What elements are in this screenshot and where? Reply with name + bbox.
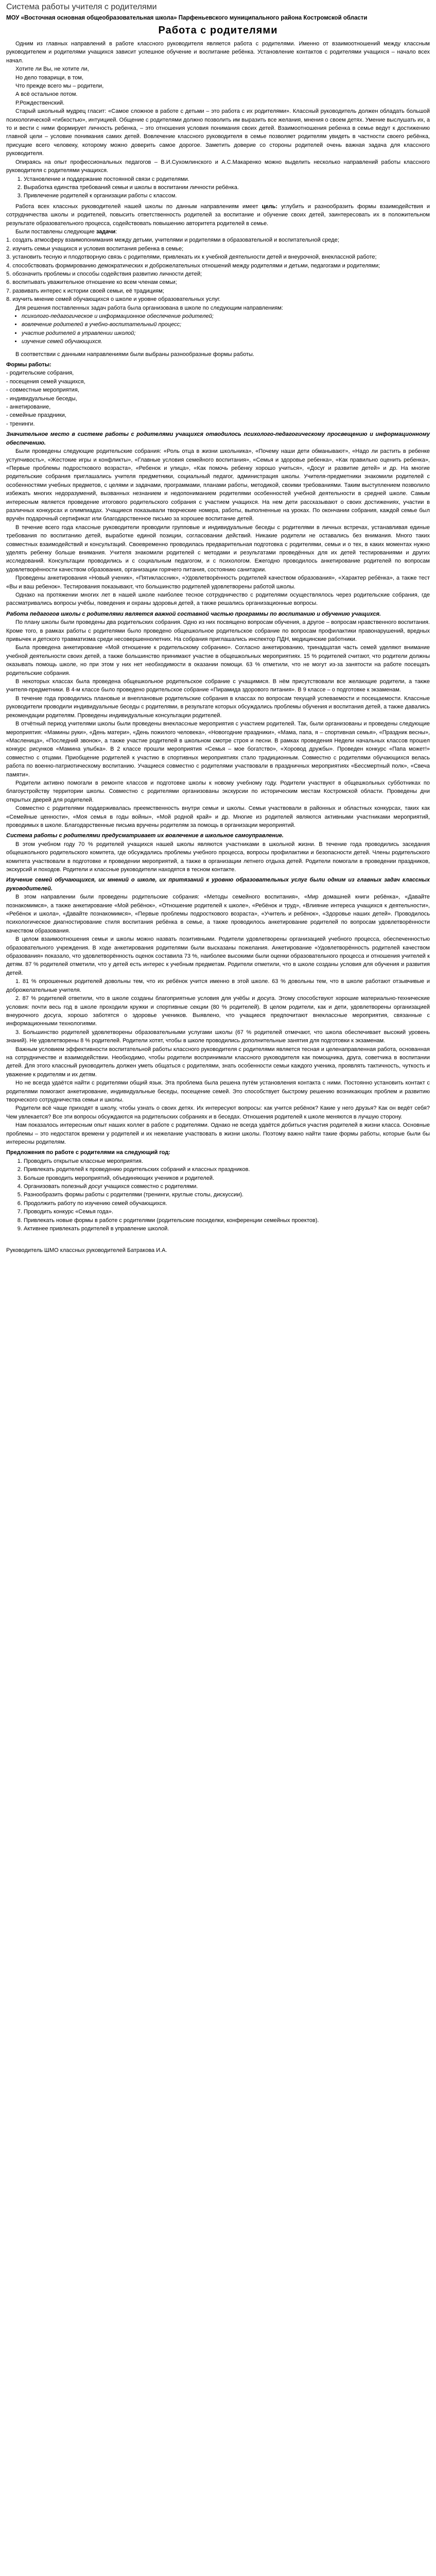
paragraph: 1. создать атмосферу взаимопонимания между детьми, учителями и родителями в образовательной и воспитательной среде; (6, 237, 339, 244)
forms-list (6, 369, 430, 428)
directions-intro: Для решения поставленных задач работа была организована в школе по следующим направлениям: (15, 304, 283, 311)
school-name: МОУ «Восточная основная общеобразовательная школа» Парфеньевского муниципального района Костромской области (6, 15, 368, 21)
purpose-paragraph: Работа всех классных руководителей нашей школы по данным направлениям имеет цель: углубить и разнообразить формы взаимодействия и сотрудничества школы и родителей, повысить ответственность родителей за воспитание и обучение своих детей, заинтересовать их в положительном результате образовательного процесса, содействовать повышению авторитета родителей в семье. (6, 203, 430, 227)
paragraph: Нам показалось интересным опыт наших коллег в работе с родителями. Однако не всегда удаётся добиться участия родителей в жизни класса. Основные проблемы – это недостаток времени у родителей и их нежелание участвовать в жизни школы. Поэтому важно найти такие формы работы, которые были бы интересны родителям. (6, 1122, 430, 1145)
work-direction-item: • вовлечение родителей в учебно-воспитательный процесс; (22, 320, 430, 329)
paragraph: Опираясь на опыт профессиональных педагогов – В.И.Сухомлинского и А.С.Макаренко можно выделить несколько направлений работы классного руководителя с родителями учащихся. (6, 159, 430, 174)
paragraph: В этом направлении были проведены родительские собрания: «Методы семейного воспитания», «Мир домашней книги ребёнка», «Давайте познакомимся», а также анкетирование «Мой ребёнок», «Отношение родителей к школе», «Ребёнок и труд», «Влияние интереса учащихся к деятельности», «Ребёнок и школа», «Давайте познакомимся», «Первые проблемы подросткового возраста», «Учитель и ребёнок», «Здоровье наших детей». Проводилось психологическое диагностирование стиля воспитания ребёнка в семье, а также проводилось анкетирование родителей по вопросам удовлетворённости качеством образования. (6, 894, 430, 934)
paragraph: Была проведена анкетирование «Мой отношение к родительскому собранию». Согласно анкетированию, тринадцатая часть семей уделяют внимание учебной деятельности своих детей, а также большинство принимают участие в общешкольных мероприятиях. 15 % родителей считают, что родители должны оказывать помощь школе, но при этом у них нет необходимости в оказании помощи. 63 % отметили, что не могут из-за занятости на работе посещать родительские собрания. (6, 645, 430, 676)
proposal-item: 8. Привлекать новые формы в работе с родителями (родительские посиделки, конференции семейных проектов). (24, 1216, 430, 1225)
paragraph: 3. установить тесную и плодотворную связь с родителями, привлекать их к учебной деятельности детей и внеурочной, внеклассной работе; (6, 254, 377, 261)
direction-item: 3. Привлечение родителей к организации работы с классом. (24, 192, 430, 200)
proposal-item: 4. Организовать полезный досуг учащихся совместно с родителями. (24, 1182, 430, 1191)
paragraph: Родители всё чаще приходят в школу, чтобы узнать о своих детях. Их интересуют вопросы: как учится ребёнок? Какие у него друзья? Как он ведёт себя? Чем увлекается? Все эти вопросы обсуждаются на родительских собраниях и в беседах. Отношения родителей к школе меняются в лучшую сторону. (6, 1105, 430, 1120)
proposal-item: 5. Разнообразить формы работы с родителями (тренинги, круглые столы, дискуссии). (24, 1191, 430, 1199)
forms-intro: В соответствии с данными направлениями были выбраны разнообразные формы работы. (15, 351, 254, 358)
work-direction-item: • психолого-педагогическое и информационное обеспечение родителей; (22, 312, 430, 320)
paragraph: - совместные мероприятия, (6, 387, 79, 394)
paragraph: - индивидуальные беседы, (6, 395, 77, 402)
paragraph: 6. воспитывать уважительное отношение ко всем членам семьи; (6, 279, 177, 286)
paragraph: По плану школы были проведены два родительских собрания. Одно из них посвящено вопросам обучения, а другое – вопросам нравственного воспитания. Кроме того, в рамках работы с родителями было проведено общешкольное родительское собрание по вопросам профилактики правонарушений, вредных привычек и детского травматизма среди несовершеннолетних. На собрания приглашались инспектор ПДН, медицинские работники. (6, 619, 430, 643)
paragraph: 4. способствовать формированию демократических и доброжелательных отношений между родителями и детьми, педагогами и родителями; (6, 262, 380, 269)
proposal-item: 1. Проводить открытые классные мероприятия. (24, 1157, 430, 1165)
work-directions-list (6, 312, 430, 346)
paragraph: Совместно с родителями поддерживалась преемственность внутри семьи и школы. Семьи участвовали в районных и областных конкурсах, таких как «Семейные ценности», «Моя семья в годы войны», «Мой родной край» и др. Многие из родителей являются активными участниками мероприятий, проводимых в школе. Благодарственные письма вручены родителям за помощь в организации мероприятий. (6, 805, 430, 828)
paragraph: Хотите ли Вы, не хотите ли, (15, 66, 89, 73)
paragraph: В некоторых классах была проведена общешкольное родительское собрание с учащимися. В нём присутствовали все желающие родители, а также учителя-предметники. В 4-м классе было проведено родительское собрание «Пирамида здорового питания». В 9 классе – о подготовке к экзаменам. (6, 679, 430, 693)
paragraph: Родители активно помогали в ремонте классов и подготовке школы к новому учебному году. Родители участвуют в общешкольных субботниках по благоустройству территории школы. Совместно с родителями организованы экскурсии по историческим местам Костромской области. Проведены дни открытых дверей для родителей. (6, 779, 430, 803)
proposals-list (6, 1157, 430, 1233)
paragraph: 3. Большинство родителей удовлетворены образовательными услугами школы (67 % родителей отмечают, что школа обеспечивает высокий уровень знаний). Не удовлетворены 8 % родителей. Родители хотят, чтобы в школе проводились дополнительные занятия для подготовки к экзаменам. (6, 1029, 430, 1044)
section1-heading: Значительное место в системе работы с родителями учащихся отводилось психолого-педагогическому просвещению и информационному обеспечению. (6, 431, 430, 446)
paragraph: Однако на протяжении многих лет в нашей школе наиболее тесное сотрудничество с родителями осуществлялось через родительские собрания, где рассматривались вопросы учёбы, поведения и охраны здоровья детей, а также решались организационные вопросы. (6, 592, 430, 607)
proposals-heading: Предложения по работе с родителями на следующий год: (6, 1149, 170, 1156)
paragraph: - тренинги. (6, 420, 35, 427)
paragraph: 8. изучить мнение семей обучающихся о школе и уровне образовательных услуг. (6, 296, 221, 303)
paragraph: Что прежде всего мы – родители, (15, 83, 104, 90)
proposal-item: 2. Привлекать родителей к проведению родительских собраний и классных праздников. (24, 1165, 430, 1174)
paragraph: Были проведены следующие родительские собрания: «Роль отца в жизни школьника», «Почему наши дети обманывают», «Надо ли растить в ребенке уступчивость», «Жестокие игры и конфликты», «Главные условия семейного воспитания», «Семья и здоровье ребенка», «Как правильно оценить ребенка», «Первые проблемы подросткового возраста», «Ребенок и улица», «Как помочь ребенку хорошо учиться», «Досуг и развитие детей» и др. На многие родительские собрания приглашались учителя предметники, социальный педагог, администрация школы. Учителя-предметники знакомили родителей с особенностями учебных предметов, с целями и задачами, программами, планами работы, методикой, своими требованиями. Таким выступлением позволило избежать многих недоразумений, вызванных незнанием и недопониманием родителями особенностей учебной деятельности в средней школе. Самым интересным является проведение итогового родительского собрания с участием учащихся. На нем дети рассказывают о своих достижениях, участии в различных конкурсах и олимпиадах. Учащиеся показывали творческие номера, работы, выполненные на уроках. По окончании собрания, каждой семье был вручён подарочный сертификат или благодарственное письмо за хорошее воспитание детей. (6, 448, 430, 522)
direction-item: 1. Установление и поддержание постоянной связи с родителями. (24, 175, 430, 183)
section4-heading: Изучение семей обучающихся, их мнений о школе, их притязаний к уровню образовательных услуг были одним из главных задач классных руководителей. (6, 877, 430, 892)
proposal-item: 3. Больше проводить мероприятий, объединяющих учеников и родителей. (24, 1174, 430, 1182)
paragraph: - семейные праздники, (6, 412, 66, 419)
section4-body (6, 893, 430, 1146)
section2-heading: Работа педагогов школы с родителями является важной составной частью программы по воспитанию и обучению учащихся. (6, 611, 381, 617)
work-direction-item: • изучение семей обучающихся. (22, 337, 430, 346)
work-direction-item: • участие родителей в управлении школой; (22, 329, 430, 337)
paragraph: Но не всегда удаётся найти с родителями общий язык. Эта проблема была решена путём установления контакта с ними. Постоянно установить контакт с родителями помогают анкетирование, индивидуальные беседы, посещение семей. Это способствует быстрому решению возникающих проблем и развитию творческого сотрудничества семьи и школы. (6, 1080, 430, 1103)
paragraph: А всё остальное потом. (15, 91, 78, 98)
section1-body (6, 447, 430, 608)
author-signature: Руководитель ШМО классных руководителей Батракова И.А. (6, 1247, 167, 1254)
paragraph: 2. 87 % родителей ответили, что в школе созданы благоприятные условия для учёбы и досуга. Этому способствуют хорошие материально-технические условия: почти весь год в школе проходили кружки и спортивные секции (80 % родителей). В целом родители, как и дети, удовлетворены организацией внеурочного досуга, хорошо заботятся о здоровье учеников. Выявлено, что учащиеся предпочитают внеклассные мероприятия, связанные с информационными технологиями. (6, 995, 430, 1027)
paragraph: 2. изучить семьи учащихся и условия воспитания ребенка в семье; (6, 245, 184, 252)
paragraph: 7. развивать интерес к истории своей семьи, её традициям; (6, 287, 164, 294)
tasks-list (6, 236, 430, 303)
direction-item: 2. Выработка единства требований семьи и школы в воспитании личности ребёнка. (24, 183, 430, 192)
forms-label: Формы работы: (6, 362, 51, 368)
section2-body (6, 618, 430, 829)
paragraph: Важным условием эффективности воспитательной работы классного руководителя с родителями является тесная и целенаправленная работа, основанная на сотрудничестве и взаимодействии. Необходимо, чтобы родители воспринимали классного руководителя как помощника, друга, советчика в воспитании детей. Для этого классный руководитель должен уметь общаться с родителями, знать особенности семьи каждого ученика, проявлять тактичность, чуткость и уважение к родителям и их детям. (6, 1046, 430, 1078)
tasks-intro: Были поставлены следующие задачи: (15, 228, 117, 235)
paragraph: 1. 81 % опрошенных родителей довольны тем, что их ребёнок учится именно в этой школе. 63 % довольны тем, что в школе работают отзывчивые и доброжелательные учителя. (6, 978, 430, 993)
document-page (0, 0, 436, 1260)
proposal-item: 6. Продолжить работу по изучению семей обучающихся. (24, 1199, 430, 1208)
paragraph: Проведены анкетирования «Новый ученик», «Пятиклассник», «Удовлетворённость родителей качеством образования», «Характер ребёнка», а также тест «Вы и ваш ребенок». Тестирования показывают, что большинство родителей удовлетворены работой школы. (6, 575, 430, 590)
section3-body (6, 840, 430, 874)
paragraph: В отчётный период учителями школы были проведены внеклассные мероприятия с участием родителей. Так, были организованы и проведены следующие мероприятия: «Мамины руки», «День матери», «День пожилого человека», «Новогодние праздники», «Мама, папа, я – спортивная семья», «Праздник весны», «Масленица», «Последний звонок», а также участие родителей в школьном смотре строя и песни. В рамках проведения Недели начальных классов прошел конкурс рисунков «Мамина улыбка». В 2 классе прошли мероприятия «Семья – мое богатство», «Хоровод дружбы». Проведен конкурс «Папа может!» совместно с отцами. Приобщение родителей к участию в спортивных мероприятиях стало традиционным. Совместно с родителями обучающихся велась работа по военно-патриотическому воспитанию. Учащиеся совместно с родителями участвовали в праздничных мероприятиях «Бессмертный полк», «Свеча памяти». (6, 721, 430, 778)
paragraph: - родительские собрания, (6, 370, 74, 377)
paragraph: Р.Рождественский. (15, 99, 65, 106)
paragraph: 5. обозначить проблемы и способы содействия развитию личности детей; (6, 270, 202, 277)
section3-heading: Система работы с родителями предусматривает их вовлечение в школьное самоуправление. (6, 833, 284, 839)
document-title: Система работы учителя с родителями (6, 3, 157, 11)
main-heading: Работа с родителями (158, 25, 278, 36)
directions-list (6, 175, 430, 200)
paragraph: Одним из главных направлений в работе классного руководителя является работа с родителями. Именно от взаимоотношений между классным руководителем и родителями учащихся зависит успешное обучение и воспитание ребёнка. Установление контактов с родителями учащихся – начало всех начал. (6, 41, 430, 64)
proposal-item: 7. Проводить конкурс «Семья года». (24, 1208, 430, 1216)
paragraph: В этом учебном году 70 % родителей учащихся нашей школы являются участниками в школьной жизни. В течение года проводились заседания общешкольного родительского комитета, где обсуждались проблемы учебного процесса, вопросы профилактики и безопасности детей. Члены родительского комитета участвовали в подготовке и проведении мероприятий, а также в организации летнего отдыха детей. Родители помогали в проведении праздников, экскурсий и походов. Родители и классные руководители находятся в тесном контакте. (6, 841, 430, 873)
paragraph: В целом взаимоотношения семьи и школы можно назвать позитивными. Родители удовлетворены организацией учебного процесса, обеспеченностью образовательного учреждения. В ходе анкетирования родителями были высказаны пожелания. Анкетирование «Удовлетворённость родителей качеством образования» показало, что удовлетворённость оценок составила 73 %, наиболее высокими были оценки образовательного процесса и отношения учителей к детям. 87 % родителей отметили, что у детей есть интерес к учебным предметам. Родители отметили, что в школе созданы условия для обучения и развития детей. (6, 936, 430, 976)
paragraph: - посещения семей учащихся, (6, 378, 85, 385)
paragraph: Но дело товарищи, в том, (15, 74, 83, 81)
paragraph: Старый школьный мудрец гласит: «Самое сложное в работе с детьми – это работа с их родителями». Классный руководитель должен обладать большой психологической «гибкостью», интуицией. Общение с родителями должно позволить им выразить все желания, мнения о своем детях. Умение выслушать их, а то и вести с ними формирует личность ребенка, – это отношения условия понимания своих детей. Взаимоотношения ребенка в семье ведут к достижению главной цели – условие понимания самих детей. Вовлечение классного руководителя в семье позволяет родителям увидеть в частности своего ребёнка, присущие всего человеку, которому можно доверить самое дорогое. Заметить доверие со стороны родителей очень важная задача для классного руководителя. (6, 108, 430, 157)
proposal-item: 9. Активнее привлекать родителей в управление школой. (24, 1225, 430, 1233)
paragraph: В течение года проводились плановые и внеплановые родительские собрания в классах по вопросам текущей успеваемости и посещаемости. Классные руководители проводили индивидуальные беседы с родителями, в результате которых обсуждались проблемы обучения и воспитания детей, а также давались рекомендации родителям. Проведены индивидуальные консультации родителей. (6, 695, 430, 719)
paragraph: В течение всего года классные руководители проводили групповые и индивидуальные беседы с родителями в личных встречах, устанавливая единые требования по воспитанию детей, выработке единой позиции, согласовании действий. Никакие родители не оставались без внимания. Много таких совместных взаимодействий и консультаций. Своевременно проводилась предварительная подготовка с родителями, семьи и о тех, в каких моментах нужно уделять ребенку больше внимания. Учителя знакомили родителей с методами и результатами проведённых для их детей тестированиями и других исследований. Консультации проводились и с социальным педагогом, и с психологом. Ежегодно проводилось анкетирование родителей по вопросам удовлетворённости качеством образования, организации горячего питания, состоянию санитарии. (6, 524, 430, 573)
intro-section (6, 40, 430, 175)
paragraph: - анкетирование, (6, 404, 51, 411)
